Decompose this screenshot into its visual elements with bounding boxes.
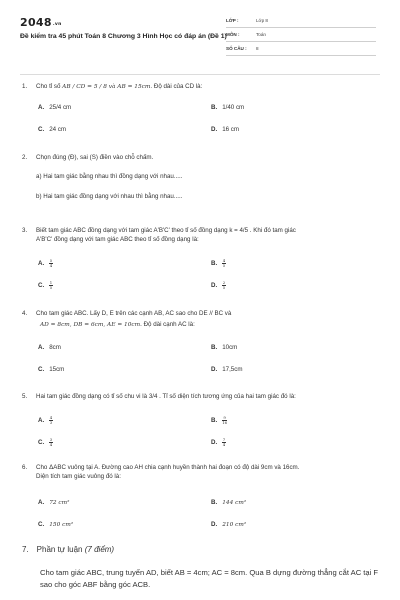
option-b[interactable]: B. 144 cm²	[211, 499, 247, 506]
fraction: $\frac{2}{5}$	[222, 280, 226, 290]
question-number: 7.	[22, 545, 29, 554]
question-number: 2.	[22, 154, 28, 161]
option-b[interactable]: B. $\frac{4}{5}$	[211, 258, 226, 268]
question-7-text: Cho tam giác ABC, trung tuyến AD, biết AB = 4cm; AC = 8cm. Qua B dựng đường thẳng cắt AC tại F sao cho góc ABF bằng góc ACB.	[40, 568, 379, 589]
question-number: 3.	[22, 227, 28, 234]
site-logo[interactable]	[20, 16, 62, 29]
meta-value: Lớp 8	[256, 18, 268, 23]
option-d[interactable]: D. 17,5cm	[211, 366, 243, 373]
question-7	[22, 545, 114, 554]
option-a[interactable]: A. $\frac{5}{4}$	[38, 258, 53, 268]
option-d[interactable]: D. $\frac{7}{4}$	[211, 437, 226, 447]
question-text: Cho ΔABC vuông tại A. Đường cao AH chia cạnh huyền thành hai đoạn có độ dài 9cm và 16cm. Diện tích tam giác vuông đó là:	[36, 464, 300, 480]
option-c[interactable]: C. $\frac{3}{4}$	[38, 437, 53, 447]
length-formula: AD = 8cm, DB = 6cm, AE = 10cm	[40, 322, 141, 328]
fraction: $\frac{9}{16}$	[222, 415, 228, 425]
option-d[interactable]: D. 16 cm	[211, 126, 240, 133]
option-c[interactable]: C. $\frac{1}{5}$	[38, 280, 53, 290]
meta-key: SỐ CÂU :	[226, 46, 247, 51]
meta-key: LỚP :	[226, 18, 239, 23]
logo-text: 2048	[20, 16, 52, 29]
fraction: $\frac{5}{4}$	[49, 258, 53, 268]
question-number: 1.	[22, 83, 28, 90]
option-c[interactable]: C. 150 cm²	[38, 521, 74, 528]
points-note: (7 điểm)	[84, 545, 115, 554]
option-b[interactable]: B. 10cm	[211, 344, 238, 351]
question-4-formula: AD = 8cm, DB = 6cm, AE = 10cm. Độ dài cạnh AC là:	[40, 321, 195, 328]
fraction: $\frac{4}{5}$	[222, 258, 226, 268]
option-a[interactable]: A. 72 cm²	[38, 499, 70, 506]
option-b[interactable]: B. $\frac{9}{16}$	[211, 415, 228, 425]
option-a[interactable]: A. 8cm	[38, 344, 61, 351]
meta-count-row	[226, 42, 376, 56]
option-d[interactable]: D. 210 cm²	[211, 521, 247, 528]
option-c[interactable]: C. 24 cm	[38, 126, 67, 133]
option-b[interactable]: B. 1/40 cm	[211, 104, 245, 111]
question-text: Biết tam giác ABC đồng dạng với tam giác A'B'C' theo tỉ số đồng dạng k = 4/5 . Khi đó tam giác A'B'C' đồng dạng với tam giác ABC theo tỉ số đồng dạng là:	[36, 227, 296, 243]
question-text: Cho tỉ số AB / CD = 5 / 8 và AB = 15cm. Độ dài của CD là:	[36, 83, 203, 90]
page-title: Đề kiểm tra 45 phút Toán 8 Chương 3 Hình Học có đáp án (Đề 1)	[20, 33, 227, 40]
meta-value: Toán	[256, 32, 266, 37]
meta-class-row	[226, 14, 376, 28]
question-number: 5.	[22, 393, 28, 400]
statement-a: a) Hai tam giác bằng nhau thì đồng dạng với nhau.....	[36, 173, 183, 180]
ratio-formula: AB / CD = 5 / 8 và AB = 15cm	[62, 84, 151, 90]
logo-suffix: .vn	[52, 22, 62, 27]
question-text: Cho tam giác ABC. Lấy D, E trên các cạnh AB, AC sao cho DE // BC và	[36, 310, 232, 317]
meta-key: MÔN :	[226, 32, 240, 37]
section-title: Phần tự luận	[36, 545, 83, 554]
meta-value: 8	[256, 46, 259, 51]
statement-b: b) Hai tam giác đồng dạng với nhau thì bằng nhau.....	[36, 193, 183, 200]
fraction: $\frac{4}{3}$	[49, 415, 53, 425]
option-a[interactable]: A. 25/4 cm	[38, 104, 72, 111]
question-number: 6.	[22, 464, 28, 471]
question-number: 4.	[22, 310, 28, 317]
question-text: Chọn đúng (Đ), sai (S) điền vào chỗ chấm.	[36, 154, 154, 161]
fraction: $\frac{1}{5}$	[49, 280, 53, 290]
header-divider	[20, 74, 380, 75]
question-text: Hai tam giác đồng dạng có tỉ số chu vi là 3/4 . Tỉ số diện tích tương ứng của hai tam giác đó là:	[36, 393, 296, 400]
fraction: $\frac{3}{4}$	[49, 437, 53, 447]
option-c[interactable]: C. 15cm	[38, 366, 65, 373]
option-a[interactable]: A. $\frac{4}{3}$	[38, 415, 53, 425]
meta-subject-row	[226, 28, 376, 42]
fraction: $\frac{7}{4}$	[222, 437, 226, 447]
option-d[interactable]: D. $\frac{2}{5}$	[211, 280, 226, 290]
